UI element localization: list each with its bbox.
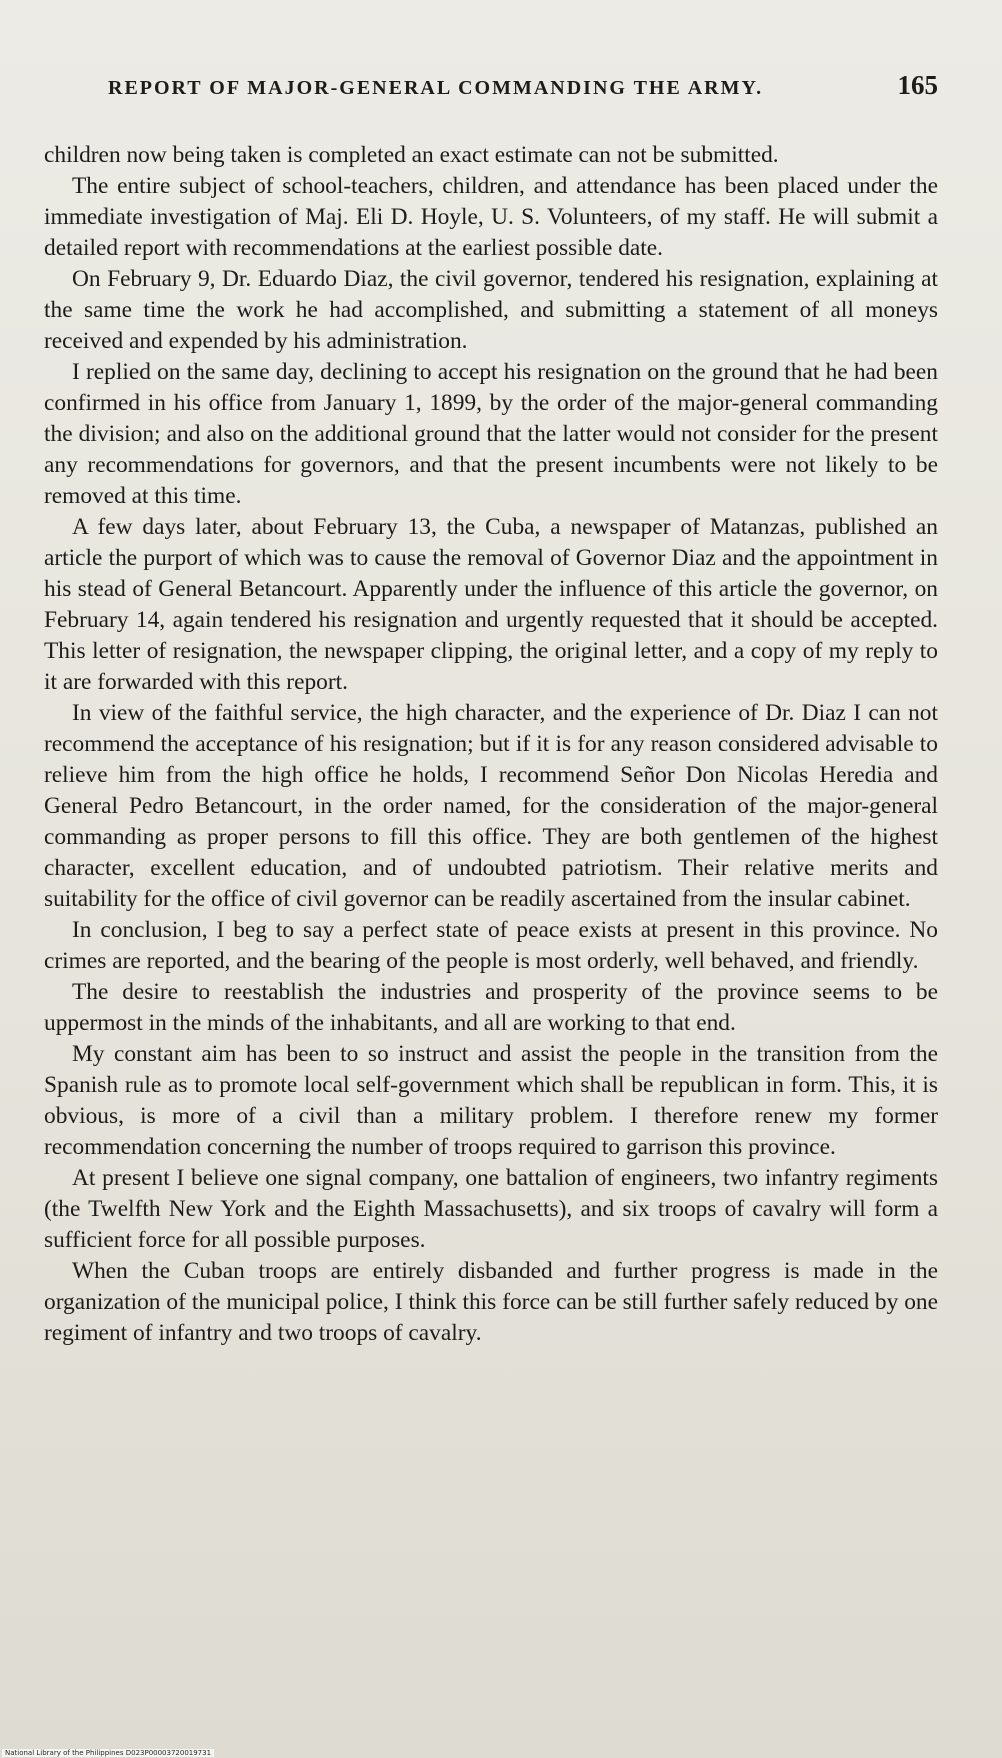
paragraph-11: When the Cuban troops are entirely disbanded and further progress is made in the organization of the municipal police, I think this force can be still further safely reduced by one regiment of infantry and two troops of cavalry.	[44, 1258, 938, 1346]
paragraph-10: At present I believe one signal company, one battalion of engineers, two infantry regiments (the Twelfth New York and the Eighth Massachusetts), and six troops of cavalry will form a sufficient force for all possible purposes.	[44, 1165, 938, 1253]
paragraph-3: On February 9, Dr. Eduardo Diaz, the civil governor, tendered his resignation, explaining at the same time the work he had accomplished, and submitting a statement of all moneys received and expended by his administration.	[44, 266, 938, 354]
header-title: REPORT OF MAJOR-GENERAL COMMANDING THE ARMY.	[108, 77, 764, 99]
page-body	[44, 140, 938, 1349]
paragraph-5: A few days later, about February 13, the Cuba, a newspaper of Matanzas, published an article the purport of which was to cause the removal of Governor Diaz and the appointment in his stead of General Betancourt. Apparently under the influence of this article the governor, on February 14, again tendered his resignation and urgently requested that it should be accepted. This letter of resignation, the newspaper clipping, the original letter, and a copy of my reply to it are forwarded with this report.	[44, 514, 938, 695]
archive-footer: National Library of the Philippines D023P00003720019731	[2, 1749, 214, 1757]
running-header	[108, 70, 938, 101]
paragraph-4: I replied on the same day, declining to accept his resignation on the ground that he had been confirmed in his office from January 1, 1899, by the order of the major-general commanding the division; and also on the additional ground that the latter would not consider for the present any recommendations for governors, and that the present incumbents were not likely to be removed at this time.	[44, 359, 938, 509]
paragraph-8: The desire to reestablish the industries and prosperity of the province seems to be uppermost in the minds of the inhabitants, and all are working to that end.	[44, 979, 938, 1036]
page-number: 165	[897, 70, 938, 100]
paragraph-7: In conclusion, I beg to say a perfect state of peace exists at present in this province. No crimes are reported, and the bearing of the people is most orderly, well behaved, and friendly.	[44, 917, 938, 974]
paragraph-2: The entire subject of school-teachers, children, and attendance has been placed under the immediate investigation of Maj. Eli D. Hoyle, U. S. Volunteers, of my staff. He will submit a detailed report with recommendations at the earliest possible date.	[44, 173, 938, 261]
paragraph-9: My constant aim has been to so instruct and assist the people in the transition from the Spanish rule as to promote local self-government which shall be republican in form. This, it is obvious, is more of a civil than a military problem. I therefore renew my former recommendation concerning the number of troops required to garrison this province.	[44, 1041, 938, 1160]
paragraph-1: children now being taken is completed an exact estimate can not be submitted.	[44, 142, 779, 168]
paragraph-6: In view of the faithful service, the high character, and the experience of Dr. Diaz I can not recommend the acceptance of his resignation; but if it is for any reason considered advisable to relieve him from the high office he holds, I recommend Señor Don Nicolas Heredia and General Pedro Betancourt, in the order named, for the consideration of the major-general commanding as proper persons to fill this office. They are both gentlemen of the highest character, excellent education, and of undoubted patriotism. Their relative merits and suitability for the office of civil governor can be readily ascertained from the insular cabinet.	[44, 700, 938, 912]
